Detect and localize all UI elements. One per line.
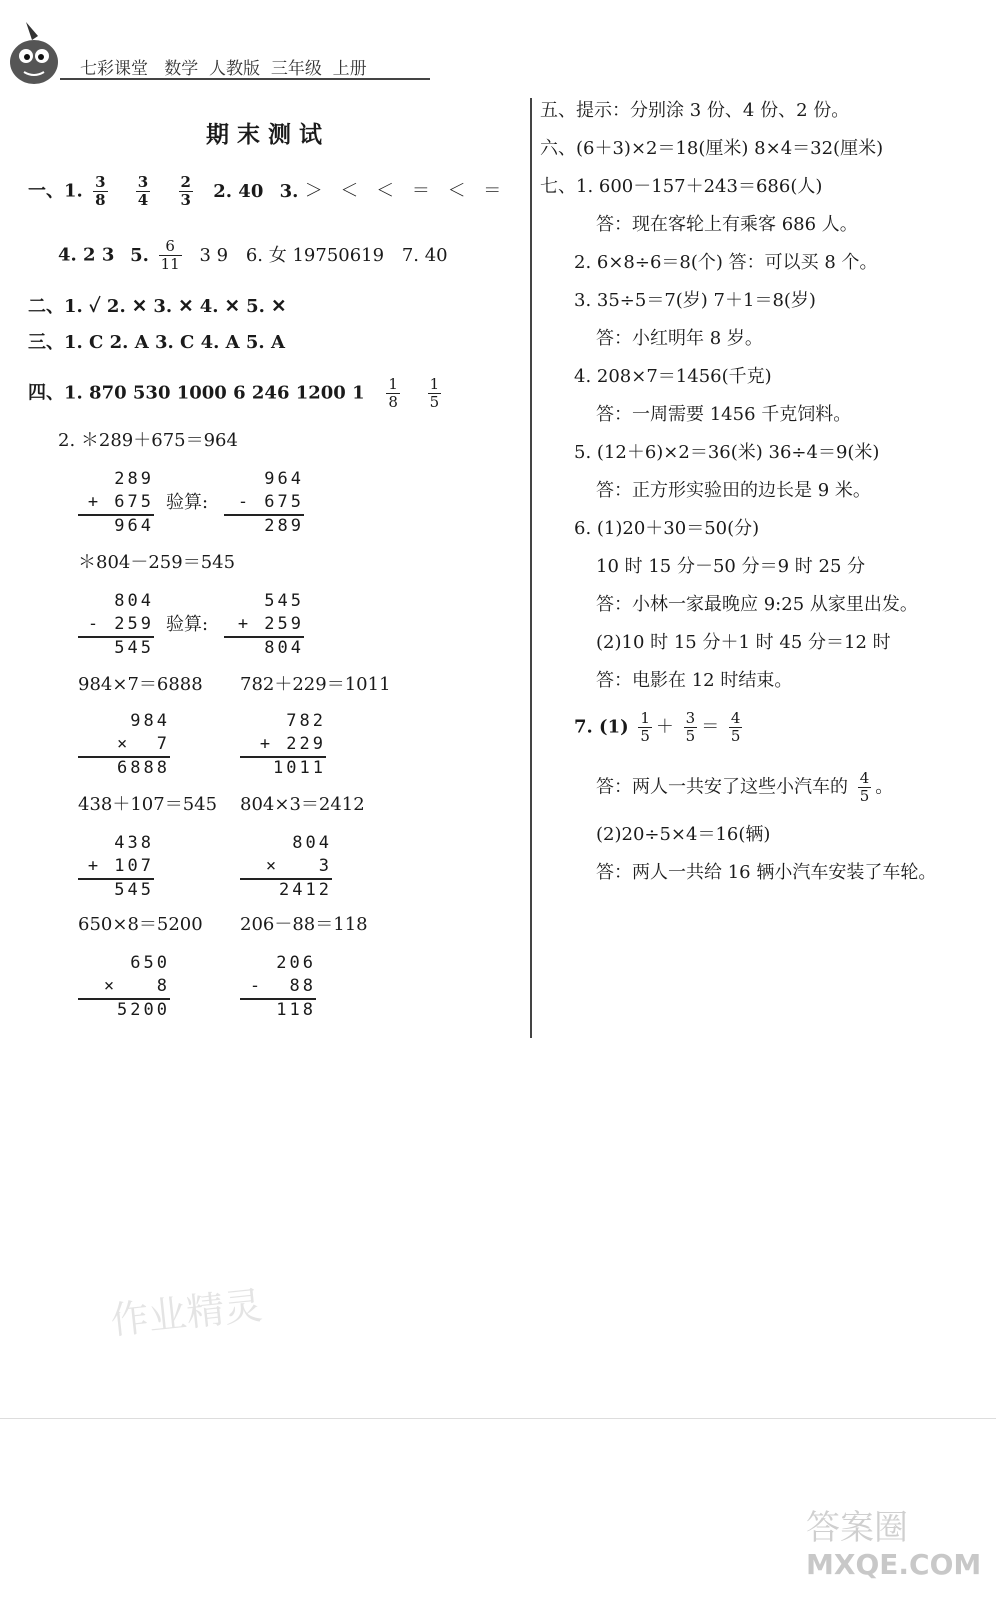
sec7-q6-answer2: 答：电影在 12 时结束。 xyxy=(596,670,793,691)
header-rule xyxy=(60,78,430,80)
sec1-lead: 一、1. xyxy=(28,180,83,202)
sec3-line: 三、1. C 2. A 3. C 4. A 5. A xyxy=(28,332,285,353)
watermark-text: 作业精灵 xyxy=(108,1283,265,1343)
sec7-q1: 七、1. 600－157＋243＝686(人) xyxy=(540,176,823,197)
sec1-q2: 2. 40 xyxy=(213,180,264,202)
calc-result: 1011 xyxy=(273,758,326,778)
calc-result: 545 xyxy=(114,880,154,900)
verify-label: 验算: xyxy=(166,492,209,513)
sec1-q5-rest: 3 9 xyxy=(199,244,229,266)
header-subject: 数学 xyxy=(164,59,199,79)
sec7-q7-answer: 答：两人一共安了这些小汽车的 $\frac{4}{5}$ 。 xyxy=(596,769,894,805)
column-divider xyxy=(530,98,532,1038)
page-title: 期 末 测 试 xyxy=(206,121,323,148)
sec7-q3-answer: 答：小红明年 8 岁。 xyxy=(596,328,763,349)
vertical-calc: 964 - 675 xyxy=(237,469,304,512)
sec7-q7-part2: (2)20÷5×4＝16(辆) xyxy=(596,824,771,845)
sec4-e4: 782＋229＝1011 xyxy=(240,674,391,695)
fraction: $\frac{3}{8}$ xyxy=(95,173,106,209)
vertical-calc: 782 + 229 xyxy=(259,711,326,754)
sec4-e2: ＊804－259＝545 xyxy=(78,552,236,573)
header-series: 七彩课堂 xyxy=(80,59,148,79)
sec1-line1 xyxy=(28,174,507,209)
sec1-q3-answers: ＞ ＜ ＜ ＝ ＜ ＝ xyxy=(304,180,508,202)
calc-result: 804 xyxy=(264,638,304,658)
fraction: $\frac{1}{8}$ xyxy=(388,375,398,411)
sec1-q3: 3. xyxy=(279,180,299,202)
header-edition: 人教版 xyxy=(209,59,261,79)
sec4-values: 四、1. 870 530 1000 6 246 1200 1 xyxy=(28,382,365,404)
sec7-q1-answer: 答：现在客轮上有乘客 686 人。 xyxy=(596,214,858,235)
sec4-e6: 804×3＝2412 xyxy=(240,794,365,815)
footer-rule xyxy=(0,1418,996,1419)
fraction: $\frac{1}{5}$ xyxy=(429,375,440,411)
calc-result: 964 xyxy=(114,516,154,536)
fraction: $\frac{2}{3}$ xyxy=(180,173,191,209)
vertical-calc: 984 × 7 xyxy=(117,711,170,754)
fraction: $\frac{3}{4}$ xyxy=(137,173,149,209)
sec7-q6-step: 10 时 15 分－50 分＝9 时 25 分 xyxy=(596,556,866,577)
sec7-q5: 5. (12＋6)×2＝36(米) 36÷4＝9(米) xyxy=(574,442,880,463)
sec7-q6-answer: 答：小林一家最晚应 9:25 从家里出发。 xyxy=(596,594,918,615)
sec7-q6: 6. (1)20＋30＝50(分) xyxy=(574,518,760,539)
verify-label: 验算: xyxy=(166,614,209,635)
watermark-url: MXQE.COM xyxy=(806,1548,982,1581)
sec4-e7: 650×8＝5200 xyxy=(78,914,203,935)
vertical-calc: 804 - 259 xyxy=(87,591,154,634)
sec2-line: 二、1. ✓ 2. ✕ 3. ✕ 4. ✕ 5. ✕ xyxy=(28,296,287,317)
sec1-line2 xyxy=(58,238,448,273)
vertical-calc: 206 - 88 xyxy=(249,953,316,996)
sec5-line: 五、提示：分别涂 3 份、4 份、2 份。 xyxy=(540,100,850,121)
sec4-line1 xyxy=(28,376,445,411)
sec4-e5: 438＋107＝545 xyxy=(78,794,218,815)
calc-result: 5200 xyxy=(117,1000,170,1020)
sec4-e3: 984×7＝6888 xyxy=(78,674,203,695)
sec1-q6: 6. 女 19750619 xyxy=(245,244,385,266)
sec4-e8: 206－88＝118 xyxy=(240,914,368,935)
vertical-calc: 545 + 259 xyxy=(237,591,304,634)
fraction: $\frac{4}{5}$ xyxy=(730,709,741,745)
calc-result: 545 xyxy=(114,638,154,658)
sec1-q4: 4. 2 3 xyxy=(58,244,115,266)
calc-result: 6888 xyxy=(117,758,170,778)
sec7-q7-answer2: 答：两人一共给 16 辆小汽车安装了车轮。 xyxy=(596,862,937,883)
fraction: $\frac{1}{5}$ xyxy=(640,709,650,745)
fraction: $\frac{3}{5}$ xyxy=(685,709,696,745)
mascot-icon xyxy=(4,18,66,88)
sec1-q7: 7. 40 xyxy=(401,244,448,266)
sec7-q7-lead: 7. (1) xyxy=(574,716,629,738)
fraction: $\frac{6}{11}$ xyxy=(160,237,180,273)
header-bar xyxy=(80,54,367,79)
sec7-q4-answer: 答：一周需要 1456 千克饲料。 xyxy=(596,404,852,425)
sec4-q2: 2. ＊289＋675＝964 xyxy=(58,430,238,451)
sec1-q5: 5. xyxy=(130,244,149,266)
sec7-q4: 4. 208×7＝1456(千克) xyxy=(574,366,772,387)
sec7-q7-answer-text: 答：两人一共安了这些小汽车的 xyxy=(596,776,848,798)
sec7-q6-part2: (2)10 时 15 分＋1 时 45 分＝12 时 xyxy=(596,632,891,653)
vertical-calc: 650 × 8 xyxy=(103,953,170,996)
calc-result: 2412 xyxy=(279,880,332,900)
sec6-line: 六、(6＋3)×2＝18(厘米) 8×4＝32(厘米) xyxy=(540,138,884,159)
sec7-q3: 3. 35÷5＝7(岁) 7＋1＝8(岁) xyxy=(574,290,816,311)
sec7-q5-answer: 答：正方形实验田的边长是 9 米。 xyxy=(596,480,871,501)
vertical-calc: 438 + 107 xyxy=(87,833,154,876)
calc-result: 289 xyxy=(264,516,304,536)
header-volume: 上册 xyxy=(332,59,367,79)
calc-result: 118 xyxy=(276,1000,316,1020)
header-grade: 三年级 xyxy=(270,59,322,79)
vertical-calc: 804 × 3 xyxy=(265,833,332,876)
fraction: $\frac{4}{5}$ xyxy=(859,769,870,805)
sec7-q2: 2. 6×8÷6＝8(个) 答：可以买 8 个。 xyxy=(574,252,878,273)
sec7-q7: 7. (1) $\frac{1}{5}$ ＋ $\frac{3}{5}$ ＝ $\frac{4}{5}$ xyxy=(574,709,741,745)
watermark-logo: 答案圈 xyxy=(806,1508,908,1548)
vertical-calc: 289 + 675 xyxy=(87,469,154,512)
